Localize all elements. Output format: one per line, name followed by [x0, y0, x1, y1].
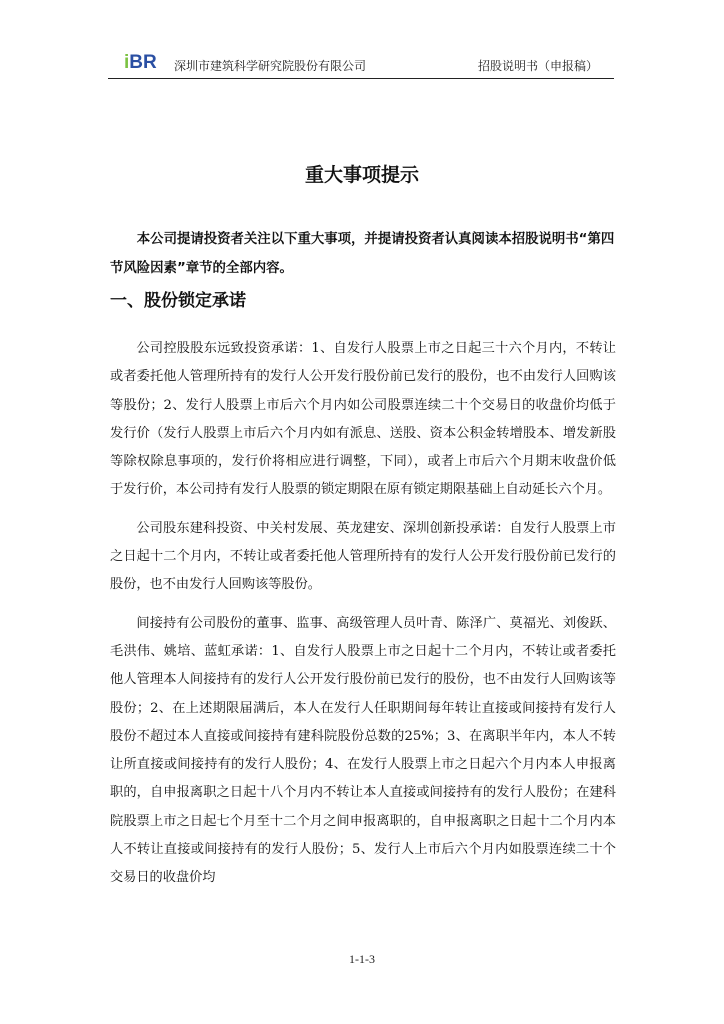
logo-i: i: [124, 52, 130, 73]
intro-paragraph: 本公司提请投资者关注以下重大事项，并提请投资者认真阅读本招股说明书“第四节风险因素”章节的全部内容。: [110, 232, 615, 276]
body-text: [110, 335, 616, 903]
page-header: [108, 50, 614, 79]
paragraph-shareholders: 公司股东建科投资、中关村发展、英龙建安、深圳创新投承诺：自发行人股票上市之日起十二个月内，不转让或者委托他人管理所持有的发行人公开发行股份前已发行的股份，也不由发行人回购该等股份。: [110, 520, 616, 593]
section-heading: 一、股份锁定承诺: [110, 291, 246, 311]
header-document-type: 招股说明书（申报稿）: [477, 59, 598, 73]
page-title: 重大事项提示: [304, 164, 419, 186]
paragraph-directors: 间接持有公司股份的董事、监事、高级管理人员叶青、陈泽广、莫福光、刘俊跃、毛洪伟、姚培、蓝虹承诺：1、自发行人股票上市之日起十二个月内，不转让或者委托他人管理本人间接持有的发行人公开发行股份前已发行的股份，也不由发行人回购该等股份；2、在上述期限届满后，本人在发行人任职期间每年转让直接或间接持有发行人股份不超过本人直接或间接持有建科院股份总数的25%；3、在离职半年内，本人不转让所直接或间接持有的发行人股份；4、在发行人股票上市之日起六个月内本人申报离职的，自申报离职之日起十八个月内不转让本人直接或间接持有的发行人股份；在建科院股票上市之日起七个月至十二个月之间申报离职的，自申报离职之日起十二个月内本人不转让直接或间接持有的发行人股份；5、发行人上市后六个月内如股票连续二十个交易日的收盘价均: [110, 615, 616, 886]
company-logo: [124, 52, 157, 74]
paragraph-controlling-shareholder: 公司控股股东远致投资承诺：1、自发行人股票上市之日起三十六个月内，不转让或者委托他人管理所持有的发行人公开发行股份前已发行的股份，也不由发行人回购该等股份；2、发行人股票上市后六个月内如公司股票连续二十个交易日的收盘价均低于发行价（发行人股票上市后六个月内如有派息、送股、资本公积金转增股本、增发新股等除权除息事项的，发行价将相应进行调整，下同），或者上市后六个月期末收盘价低于发行价，本公司持有发行人股票的锁定期限在原有锁定期限基础上自动延长六个月。: [110, 341, 616, 498]
header-company-name: 深圳市建筑科学研究院股份有限公司: [174, 59, 367, 73]
page-number: 1-1-3: [349, 952, 375, 966]
logo-br: BR: [129, 52, 157, 73]
